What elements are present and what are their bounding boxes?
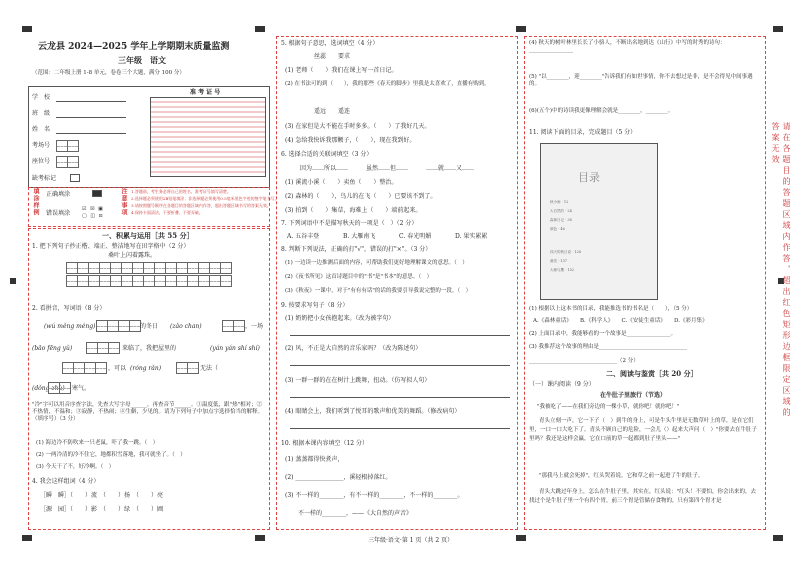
question-9: 9. 按要求写句子（8 分） [281, 302, 349, 309]
field-class-input[interactable] [56, 117, 126, 118]
pinyin-prompt: (bāo fēng yǔ) [32, 345, 73, 352]
q6-item: (3) 拍到（ ）集草，海难上（ ）端前起来。 [285, 207, 422, 214]
question-10: 10. 根据本课内容填空（12 分） [281, 440, 368, 447]
passage-title: 在牛肚子里旅行（节选） [600, 392, 667, 399]
pinyin-answer-cells[interactable] [86, 342, 119, 354]
q9-answer-line[interactable] [290, 428, 510, 429]
q3-item: (1) 海边冷不防吹来一只老鼠，吓了我一跳。（ ） [36, 440, 159, 446]
question-6: 6. 选择合适的关联词填空（3 分） [281, 151, 373, 158]
registration-mark [22, 26, 32, 32]
book-entry: 菌类 · 137 [550, 259, 568, 263]
correct-fill-label: 正确填涂 [46, 191, 71, 198]
q5-item: (1) 老师（ ）我们在课上写一首日记。 [285, 67, 398, 74]
correct-fill-example [92, 190, 102, 197]
passage-paragraph: 青头大跳过年身上，怎么在牛肚子里，其实在，红头说："红头！不要怕，你会出来的，去找过个是牛肚子里一个有四个胃，前三个胃是管储存食物的，只有第四个胃才是 [529, 489, 757, 504]
q11-item: ________________________________（2 分） [529, 358, 639, 364]
q11-options[interactable]: A.《森林童话》 B.《科学人》 C.《安徒生童话》 D.《彩月集》 [533, 318, 708, 324]
book-entry: 颜色 · 46 [550, 227, 565, 231]
absent-checkbox[interactable] [70, 174, 80, 182]
q2-text: 的冬日 [140, 323, 159, 330]
registration-mark [255, 26, 265, 32]
q11-item: (2) 上面目录中，我能够看的一个故事是________________。 [529, 331, 677, 337]
field-room-input[interactable] [56, 140, 78, 152]
q5-words: 丝蕊 要求 [314, 53, 351, 60]
passage-paragraph: "那我马上就会死掉"，红头哭着说。它和草之前一起进了牛的肚子。 [539, 473, 704, 479]
q8-item: (3)《秋夜》一课中，对于"有有有话"的话的我要引导我说完整的一段。（ ） [285, 288, 472, 294]
pinyin-prompt: (dǒng zhù) [32, 385, 65, 392]
section2-title: 二、阅读与鉴赏［共 20 分］ [606, 369, 698, 378]
q7-option-c[interactable]: C. 春光明媚 [399, 233, 432, 240]
field-name-input[interactable] [56, 133, 126, 134]
wrong-fill-label: 错误填涂 [46, 210, 71, 217]
q7-option-b[interactable]: B. 大雁南飞 [343, 233, 376, 240]
field-seat-label: 座位号 [32, 158, 51, 165]
q9-answer-line[interactable] [290, 397, 510, 398]
pinyin-answer-cells[interactable] [96, 320, 140, 332]
q4-row: ［瞬 瞬］（ ）流 （ ）扬 （ ）亮 [40, 492, 164, 499]
q5-item: (2) 在书法可的到（ ），我的那些《春天的脚步》里我是太喜欢了，直播有购到。 [285, 81, 490, 87]
q11-item: (1) 根据以上这本书的目录，我能推选书的书名是（ ），（5 分） [529, 306, 693, 312]
registration-mark [773, 26, 783, 32]
pinyin-prompt: (yán yán shí shí) [210, 345, 260, 352]
margin-notice: 请在各题目的答题区域内作答，超出红色矩形边框限定区域的答案无效 [771, 122, 791, 419]
q5-item: (4) 急给我快诉我那颗子，（ ），现在我到好。 [285, 137, 416, 144]
q9-item: (1) 奶奶把小女孩抱起来。（改为被字句） [285, 315, 395, 322]
question-5: 5. 根据句子意思，选词填空（4 分） [281, 40, 379, 47]
q2-text: ，一场 [245, 323, 264, 330]
pinyin-prompt: (zǎo chan) [170, 323, 202, 330]
exam-scope: （范围：二年级上册 1-8 单元，卷卷三个大题，满分 100 分） [32, 70, 185, 76]
admission-label: 准 考 证 号 [190, 89, 221, 96]
q10-item: (3) 不一样的________，有不一样的________，不一样的________。 [285, 492, 464, 499]
registration-mark [22, 535, 32, 541]
proverb-fill-question: (5) "以________，迎________"告诉我们有如世事情，你不去想过是非，是不会得见中间事遇的。 [529, 74, 753, 87]
q2-text: 来临了，我把屋里的 [122, 345, 177, 352]
book-entry: 大自然的 · 24 [550, 209, 572, 213]
notes-label: 注意事项 [120, 188, 127, 216]
poem-fill-question: (4) 秋天的树叶林里长长了小骆人，不断出名地到达《山行》中写的时秀的诗句：________________ [529, 40, 726, 53]
question-8: 8. 判断下列说法，正确的打"√"，错误的打"×"。（3 分） [281, 246, 432, 253]
q10-item: (1) 蒸蒸都得快煮声， [285, 456, 344, 463]
q4-row: ［源 园］（ ）影 （ ）绿 （ ）圃 [40, 506, 164, 513]
note-item: 3.请按照题号顺序在各题目的答题区域内作答，超出答题区域书写的答案无效。 [131, 203, 271, 208]
q10-item: 不一样的________，——《大自然的声音》 [298, 510, 413, 517]
registration-mark [10, 278, 16, 284]
q2-text: 寒气。 [72, 385, 91, 392]
pinyin-answer-cells[interactable] [62, 362, 106, 374]
book-entry: 四天的秋日说 · 128 [550, 250, 582, 254]
q3-item: (2) 一两冷清的冷不住它，地都积雪落地，我可就坐了。（ ） [36, 452, 186, 458]
registration-mark [516, 535, 526, 541]
q7-option-a[interactable]: A. 五谷丰登 [287, 233, 320, 240]
question-1: 1. 把下列句子抄正楷、端正、整洁地写在田字格中（2 分） [32, 243, 190, 250]
q8-item: (1) 一边读一边推测后面的内容，可帮助我们更好地理解课文的意思。（ ） [285, 260, 468, 266]
book-contents-title: 目录 [578, 171, 600, 184]
q2-text: ，可以 [108, 365, 127, 372]
q1-writing-grid[interactable] [66, 262, 231, 274]
q10-item: (2) ________________，溪轻根掉落红。 [285, 474, 392, 481]
poem-fill-question: (6)(五个)中的诗读我更像理解会就是________，________。 [529, 108, 674, 114]
exam-title: 云龙县 2024—2025 学年上学期期末质量监测 [38, 42, 230, 52]
q3-item: (3) 今天干了不，好冷啊。（ ） [36, 464, 115, 470]
q9-answer-line[interactable] [290, 365, 510, 366]
section1-title: 一、积累与运用［共 55 分］ [102, 231, 194, 240]
registration-mark [773, 535, 783, 541]
question-7: 7. 下列词语中不是描写秋天的一项是（ ）（2 分） [281, 220, 418, 227]
q9-item: (2) 风，不正是大自然的音乐家吗？（改为陈述句） [285, 345, 422, 352]
q8-item: (2)《夜书所见》这首诗题目中的"书"是"书本"的意思。（ ） [285, 274, 433, 280]
note-item: 2.选择题必须使用2B铅笔填涂；非选择题必须使用0.5毫米黑色字迹的签字笔书写。 [131, 196, 279, 201]
field-absent-label: 缺考标记 [32, 175, 57, 182]
q1-writing-grid[interactable] [66, 275, 231, 287]
pinyin-prompt: (róng rǎn) [130, 365, 162, 372]
q5-item: (3) 在家但是大不能在手时多多。（ ）了我好几天。 [285, 123, 431, 130]
q9-item: (4) 眼睛会上，我们听到了悦耳的歌声和优美的舞蹈。（修改病句） [285, 408, 461, 415]
q6-options: 因为……所以…… 虽然……但…… ……就……又…… [300, 165, 475, 172]
wrong-fill-examples: ☑ ☒ ▣ ▢ ◫ ⊡ [82, 206, 104, 219]
q11-item: (3) 我推荐这个故事的理由是________________________________ [529, 344, 688, 350]
book-entry: 森林日记 · 38 [550, 218, 572, 222]
field-school-label: 学 校 [32, 94, 51, 101]
field-class-label: 班 级 [32, 110, 51, 117]
admission-number-bubbles[interactable] [150, 97, 266, 177]
note-item: 1.答题前，考生务必将自己的姓名、准考证号填写清楚。 [131, 189, 231, 194]
passage-paragraph: "我被吃了——在我们旁边的一棵小草，就你吧！就你吧！" [537, 404, 680, 410]
q5-words: 遥远 遥连 [314, 108, 351, 115]
registration-mark [516, 26, 526, 32]
pinyin-answer-cells[interactable] [222, 320, 244, 332]
field-room-label: 考场号 [32, 142, 51, 149]
question-2: 2. 看拼音，写词语（8 分） [32, 305, 106, 312]
q7-option-d[interactable]: D. 果实累累 [455, 233, 488, 240]
pinyin-answer-cells[interactable] [176, 362, 198, 374]
book-entry: 大雁与鹰 · 152 [550, 268, 575, 272]
reading-heading: （一）课内阅读（9 分） [529, 381, 595, 388]
q1-copy-text: 桑叶上闪着露珠。 [108, 252, 157, 259]
pinyin-answer-cells[interactable] [48, 382, 70, 394]
fill-guide-side-label: 填涂样例 [32, 188, 39, 216]
q6-item: (1) 溪流小溪（ ）卖鱼（ ）整治。 [285, 179, 398, 186]
question-11: 11. 阅读下面的目录，完成题目（5 分） [529, 129, 637, 136]
question-3: "冷"字可以用音序查字法，先查大写字母______，再查音节______。①温度低，跟"热"相对；②不热情，不温和；③寂静，不热闹；④生僻，少见的。请为下列句子中加点字选择恰当的解释。（填序号）（3 分） [32, 402, 264, 422]
q6-item: (2) 森林的（ ），鸟儿的在飞（ ）已要该不到了。 [285, 193, 437, 200]
field-name-label: 姓 名 [32, 126, 51, 133]
registration-mark [255, 535, 265, 541]
q9-answer-line[interactable] [290, 335, 510, 336]
field-seat-input[interactable] [56, 156, 78, 168]
pinyin-prompt: (wú měng méng) [44, 323, 96, 330]
note-item: 4.保持卡面清洁，不要折叠、不要弄破。 [131, 210, 203, 215]
exam-subject: 三年级 语文 [118, 55, 166, 65]
question-4: 4. 我会这样组词（4 分） [32, 478, 100, 485]
page-footer: 三年级·语文·第 1 页（共 2 页） [368, 537, 454, 544]
passage-paragraph: 青头立刻一声，它一下子（ ）到牛的身上，可是牛头牛里是无数草叶上的草，是在它们里，一口一口大吃下了。青头不顾自己的危险，一会儿（）起来大声问（ ）"你要去在牛肚子里吗？我还是这样会赢，它在口前的草一起都到肚子里头——" [529, 418, 758, 442]
q2-text: 无法（ [200, 365, 219, 372]
book-entry: 秋小雨 · 12 [550, 200, 569, 204]
q9-item: (3) 一群一群的在在树汁上跳舞，扭动。（仿写拟人句） [285, 377, 431, 384]
field-school-input[interactable] [56, 101, 126, 102]
